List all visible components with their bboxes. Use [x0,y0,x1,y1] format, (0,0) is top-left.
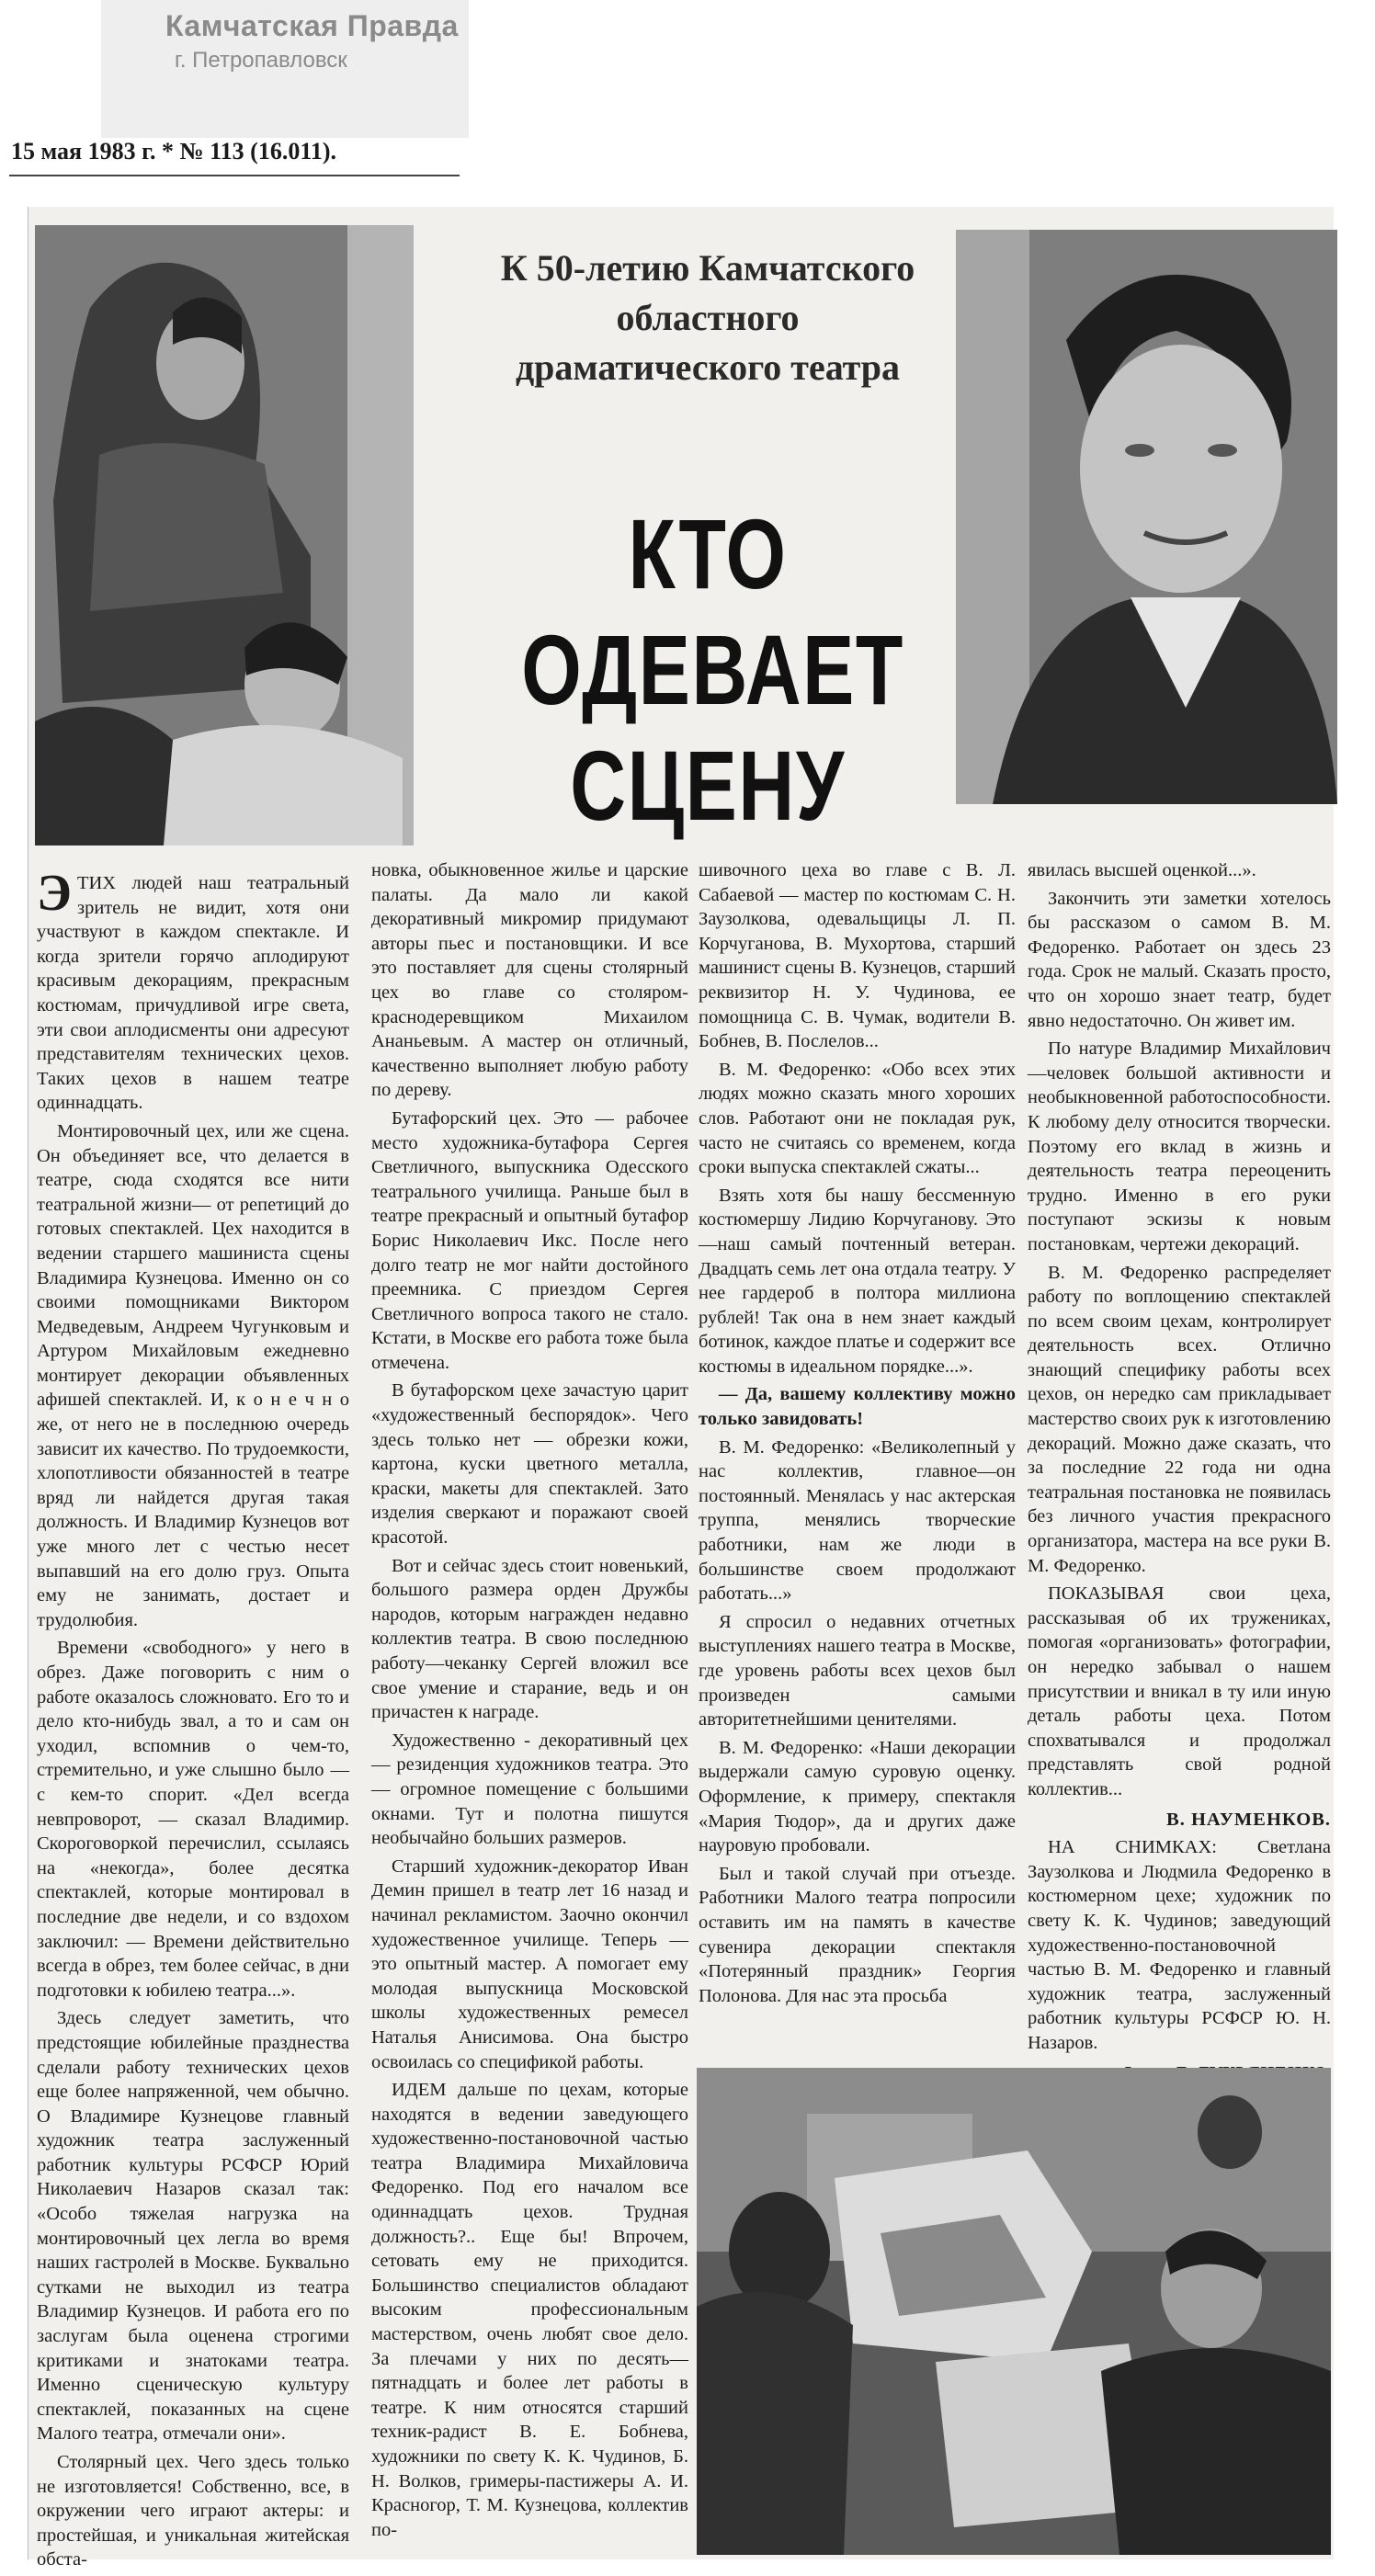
article-paragraph: Взять хотя бы нашу бессменную костюмершу Лидию Корчуганову. Это—наш самый почтенный ветеран. Двадцать семь лет она отдала театру. У нее гардероб в полтора миллиона рублей! Так она в нем знает каждый ботинок, каждое платье и содержит все костюмы в идеальном порядке...». [699,1185,1016,1377]
divider [9,175,460,176]
article-paragraph: новка, обыкновенное жилье и царские палаты. Да мало ли какой декоративный микромир придумают авторы пьес и постановщики. И все это поставляет для сцены столярный цех во главе со столяром-краснодеревщиком Михаилом Ананьевым. А мастер он отличный, качественно выполняет любую работу по дереву. [371,860,688,1101]
article-paragraph: Был и такой случай при отъезде. Работники Малого театра попросили оставить им на память в качестве сувенира декорации спектакля «Потерянный праздник» Георгия Полонова. Для нас эта просьба [699,1863,1016,2006]
article-paragraph: ИДЕМ дальше по цехам, которые находятся в ведении заведующего художественно-постановочной частью театра Владимира Михайловича Федоренко. Под его началом все одиннадцать цехов. Трудная должность?.. Еще бы! Впрочем, сетовать ему не приходится. Большинство специалистов обладают высоким профессиональным мастерством, очень любят свое дело. За плечами у них по десять—пятнадцать и более лет работы в театре. К ним относятся старший техник-радист В. Е. Бобнева, художники по свету К. К. Чудинов, Б. Н. Волков, гримеры-пастижеры А. И. Красногор, Т. М. Кузнецова, коллектив по- [371,2080,688,2540]
article-paragraph: В. М. Федоренко: «Наши декорации выдержали самую суровую оценку. Оформление, к примеру, спектакля «Мария Тюдор», да и других даже науровую пробовали. [699,1737,1016,1856]
article-paragraph: шивочного цеха во главе с В. Л. Сабаевой — мастер по костюмам С. Н. Заузолкова, одевальщицы Л. П. Корчуганова, В. Мухортова, старший машинист сцены В. Кузнецов, старший реквизитор Н. У. Чудинова, ее помощница С. В. Чумак, водители В. Бобнев, В. Послелов... [699,860,1016,1052]
author-signature: В. НАУМЕНКОВ. [1166,1809,1331,1830]
article-column-4 [1028,858,1331,2089]
article-paragraph: ЭТИХ людей наш театральный зритель не видит, хотя они участвуют в каждом спектакле. И когда зрители горячо аплодируют красивым декорациям, прекрасным костюмам, причудливой игре света, эти свои аплодисменты они адресуют представителям технических цехов. Таких цехов в нашем театре одиннадцать. [37,865,349,1114]
article-paragraph: Закончить эти заметки хотелось бы рассказом о самом В. М. Федоренко. Работает он здесь 23 года. Срок не малый. Сказать просто, что он хорошо знает театр, будет явно недостаточно. Он живет им. [1028,888,1331,1031]
article-column-1 [37,865,349,2576]
newspaper-city: г. Петропавловск [175,48,347,73]
article-column-2 [371,858,688,2546]
article-column-3 [699,858,1016,2012]
article-paragraph: По натуре Владимир Михайлович—человек большой активности и необыкновенной работоспособности. К любому делу относится творчески. Поэтому его вклад в жизнь и деятельность театра переоценить трудно. Именно в его руки поступают эскизы к новым постановкам, чертежи декораций. [1028,1038,1331,1254]
article-headline: КТО ОДЕВАЕТ СЦЕНУ [521,498,904,841]
article-paragraph: — Да, вашему коллективу можно только завидовать! [699,1384,1016,1430]
article-paragraph: Старший художник-декоратор Иван Демин пришел в театр лет 16 назад и начинал рекламистом. Заочно окончил художественное училище. Теперь — это опытный мастер. А помогает ему молодая выпускница Московской школы художественных ремесел Наталья Анисимова. Она быстро освоилась со спецификой работы. [371,1855,688,2072]
article-paragraph: Бутафорский цех. Это — рабочее место художника-бутафора Сергея Светличного, выпускника Одесского театрального училища. Раньше был в театре прекрасный и опытный бутафор Борис Николаевич Икс. После него долго театр не мог найти достойного преемника. С приездом Сергея Светличного вопроса такого не стало. Кстати, в Москве его работа тоже была отмечена. [371,1107,688,1373]
article-paragraph: В. М. Федоренко: «Обо всех этих людях можно сказать много хороших слов. Работают они не покладая рук, часто не считаясь со временем, когда сроки выпуска спектаклей сжаты... [699,1059,1016,1178]
article-paragraph: Я спросил о недавних отчетных выступлениях нашего театра в Москве, где уровень работы всех цехов был произведен самыми авторитетнейшими ценителями. [699,1611,1016,1731]
photo-portrait-man [956,230,1337,804]
article-paragraph: Столярный цех. Чего здесь только не изготовляется! Собственно, все, в окружении чего играют актеры: и простейшая, и уникальная житейская обста- [37,2452,349,2570]
issue-date: 15 мая 1983 г. * № 113 (16.011). [11,138,337,165]
photo-two-women [35,225,414,845]
article-paragraph: Здесь следует заметить, что предстоящие юбилейные празднества сделали работу технических цехов еще более напряженной, чем обычно. О Владимире Кузнецове главный художник театра заслуженный работник культуры РСФСР Юрий Николаевич Назаров сказал так: «Особо тяжелая нагрузка на монтировочный цех легла во время наших гастролей в Москве. Буквально сутками не выходил из театра Владимир Кузнецов. И работа его по заслугам была оценена строгими критиками и знатоками театра. Именно сценическую культуру спектаклей, показанных на сцене Малого театра, отмечали они». [37,2008,349,2445]
photo-caption: НА СНИМКАХ: Светлана Заузолкова и Людмила Федоренко в костюмерном цехе; художник по свету К. К. Чудинов; заведующий художественно-постановочной частью В. М. Федоренко и главный художник театра, заслуженный работник культуры РСФСР Ю. Н. Назаров. [1028,1837,1331,2053]
article-paragraph: ПОКАЗЫВАЯ свои цеха, рассказывая об их тружениках, помогая «организовать» фотографии, он нередко забывал о нашем присутствии и вникал в ту или иную деталь работы цеха. Потом спохватывался и продолжал представлять свой родной коллектив... [1028,1583,1331,1799]
drop-cap: Э [37,865,72,922]
article-kicker: К 50-летию Камчатского областного драматического театра [500,247,915,388]
article-paragraph: явилась высшей оценкой...». [1028,860,1256,880]
photo-workshop-men [697,2068,1331,2555]
article-paragraph: Художественно - декоративный цех — резиденция художников театра. Это — огромное помещение с большими окнами. Тут и полотна пишутся необычайно больших размеров. [371,1730,688,1849]
article-paragraph: Времени «свободного» у него в обрез. Даже поговорить с ним о работе оказалось сложновато. Его то и дело кто-нибудь звал, а то и сам он уходил, вспомнив о чем-то, стремительно, и уже слышно было — с кем-то спорит. «Дел всегда невпроворот, — сказал Владимир. Скороговоркой перечислил, ссылаясь на «некогда», более десятка спектаклей, которые монтировал в последние две недели, и со вздохом заключил: — Времени действительно всегда в обрез, тем более сейчас, в дни подготовки к юбилею театра...». [37,1638,349,2001]
article-paragraph: В. М. Федоренко: «Великолепный у нас коллектив, главное—он постоянный. Менялась у нас актерская труппа, менялись творческие работники, нам же люди в большинстве своем продолжают работать...» [699,1436,1016,1605]
article-paragraph: В бутафорском цехе зачастую царит «художественный беспорядок». Чего здесь только нет — обрезки кожи, картона, куски цветного металла, краски, макеты для спектаклей. Зато изделия сверкают и поражают своей красотой. [371,1380,688,1549]
newspaper-name: Камчатская Правда [165,9,459,42]
article-paragraph: Монтировочный цех, или же сцена. Он объединяет все, что делается в театре, сюда сходятся все нити театральной жизни— от репетиций до готовых спектаклей. Цех находится в ведении старшего машиниста сцены Владимира Кузнецова. Именно он со своими помощниками Виктором Медведевым, Андреем Чугунковым и Артуром Михайловым ежедневно монтирует декорации объявленных афишей спектаклей. И, к о н е ч н о же, от него не в последнюю очередь зависит их качество. По трудоемкости, хлопотливости обязанностей в театре вряд ли найдется другая такая должность. И Владимир Кузнецов вот уже много лет с честью несет выпавший на его долю груз. Опыта ему не занимать, достает и трудолюбия. [37,1120,349,1630]
article-paragraph: В. М. Федоренко распределяет работу по воплощению спектаклей по всем своим цехам, контролирует деятельность всех. Отлично знающий специфику работы всех цехов, он нередко сам прикладывает мастерство своих рук к изготовлению декораций. Можно даже сказать, что за последние 22 года ни одна театральная постановка не появилась без личного участия прекрасного организатора, мастера на все руки В. М. Федоренко. [1028,1262,1331,1576]
article-paragraph: Вот и сейчас здесь стоит новенький, большого размера орден Дружбы народов, которым награжден недавно коллектив театра. В свою последнюю работу—чеканку Сергей вложил все свое умение и старание, ведь и он причастен к награде. [371,1555,688,1723]
